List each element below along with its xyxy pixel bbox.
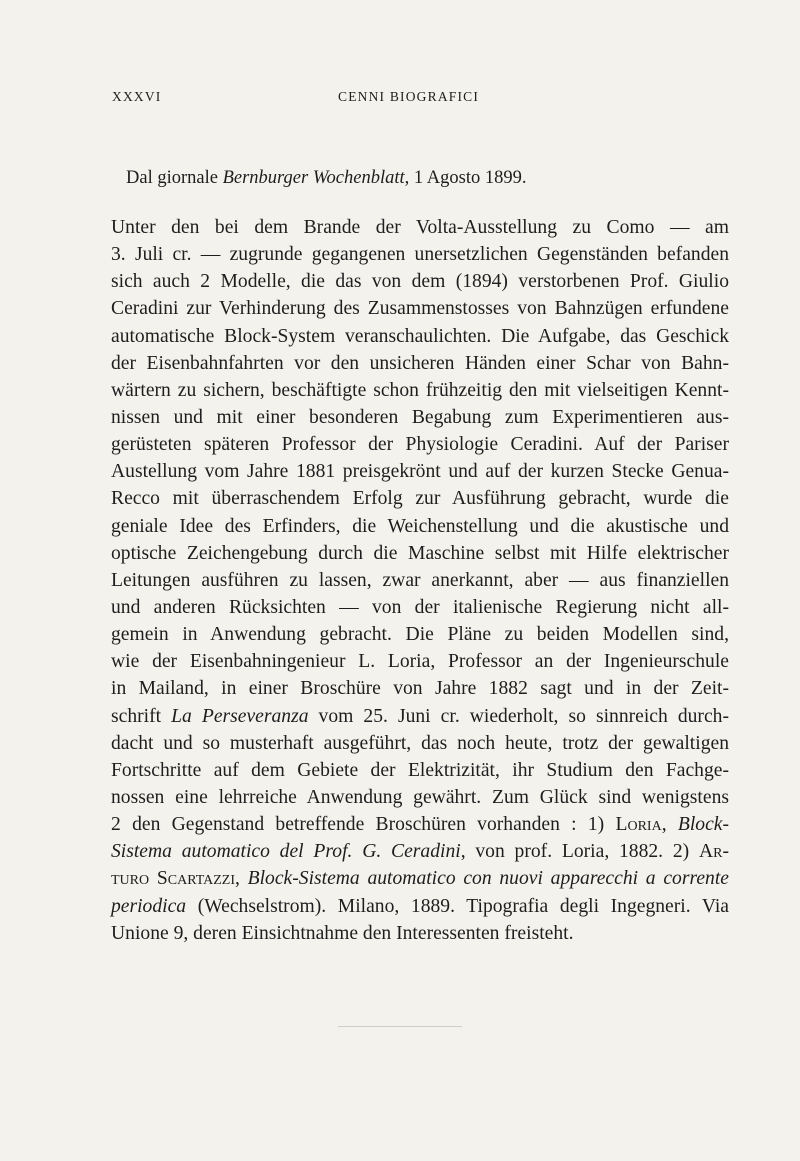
text-line — [111, 703, 729, 730]
text-run: , — [661, 814, 678, 836]
publication-title: periodica — [111, 895, 187, 917]
newspaper-title: Bernburger Wochenblatt — [222, 168, 405, 188]
closing-rule — [338, 1026, 462, 1027]
text-line: Recco mit überraschendem Erfolg zur Ausführung gebracht, wurde die — [111, 488, 729, 510]
text-line: geniale Idee des Erfinders, die Weichenstellung und die akustische und — [111, 515, 729, 537]
text-run: , von prof. Loria, 1882. 2) — [460, 841, 699, 863]
text-run: , — [235, 868, 248, 890]
text-line: Fortschritte auf dem Gebiete der Elektrizität, ihr Studium den Fachge- — [111, 759, 729, 781]
running-head — [112, 89, 730, 111]
text-run: (Wechselstrom). Milano, 1889. Tipografia degli Ingegneri. Via — [186, 895, 729, 917]
author-name: Loria — [615, 814, 662, 836]
text-line — [111, 838, 729, 865]
text-line — [111, 893, 729, 920]
text-line: 3. Juli cr. — zugrunde gegangenen unersetzlichen Gegenständen befanden — [111, 244, 729, 266]
page-number: XXXVI — [112, 89, 162, 104]
text-line: wärtern zu sichern, beschäftigte schon frühzeitig den mit vielseitigen Kennt- — [111, 379, 729, 401]
text-line: der Eisenbahnfahrten vor den unsicheren Händen einer Schar von Bahn- — [111, 352, 729, 374]
text-line: Unione 9, deren Einsichtnahme den Interessenten freisteht. — [111, 922, 574, 944]
text-run: vom 25. Juni cr. wiederholt, so sinnreich durch- — [308, 705, 729, 727]
text-line: nissen und mit einer besonderen Begabung zum Experimentieren aus- — [111, 406, 729, 428]
publication-title: Block- — [677, 814, 730, 836]
text-line: in Mailand, in einer Broschüre von Jahre 1882 sagt und in der Zeit- — [111, 678, 729, 700]
source-prefix: Dal giornale — [126, 168, 223, 188]
source-date: , 1 Agosto 1899. — [404, 168, 527, 188]
source-citation — [126, 166, 726, 190]
text-run: 2 den Gegenstand betreffende Broschüren vorhanden : 1) — [111, 814, 616, 836]
text-line: optische Zeichengebung durch die Maschine selbst mit Hilfe elektrischer — [111, 542, 729, 564]
text-line: Unter den bei dem Brande der Volta-Ausstellung zu Como — am — [111, 217, 729, 238]
text-line: gemein in Anwendung gebracht. Die Pläne zu beiden Modellen sind, — [111, 624, 729, 646]
author-name: turo Scartazzi — [111, 868, 235, 890]
text-line: Leitungen ausführen zu lassen, zwar anerkannt, aber — aus finanziellen — [111, 569, 729, 591]
text-line: automatische Block-System veranschaulichten. Die Aufgabe, das Geschick — [111, 325, 729, 347]
text-run: schrift — [111, 705, 172, 727]
author-name: Ar- — [698, 841, 729, 863]
text-line — [111, 811, 729, 838]
text-line: und anderen Rücksichten — von der italienische Regierung nicht all- — [111, 596, 729, 618]
journal-title: La Perseveranza — [171, 705, 309, 727]
text-line: nossen eine lehrreiche Anwendung gewährt. Zum Glück sind wenigstens — [111, 786, 729, 808]
text-line — [111, 865, 729, 892]
text-line: dacht und so musterhaft ausgeführt, das noch heute, trotz der gewaltigen — [111, 732, 729, 754]
text-line: gerüsteten späteren Professor der Physiologie Ceradini. Auf der Pariser — [111, 434, 729, 456]
publication-title: Block-Sistema automatico con nuovi apparecchi a corrente — [247, 868, 729, 890]
text-line: Austellung vom Jahre 1881 preisgekrönt und auf der kurzen Stecke Genua- — [111, 461, 729, 483]
running-title: CENNI BIOGRAFICI — [338, 89, 480, 104]
text-line: Ceradini zur Verhinderung des Zusammenstosses von Bahnzügen erfundene — [111, 298, 729, 320]
text-line: sich auch 2 Modelle, die das von dem (1894) verstorbenen Prof. Giulio — [111, 271, 729, 293]
article-body — [111, 214, 729, 947]
text-line: wie der Eisenbahningenieur L. Loria, Professor an der Ingenieurschule — [111, 651, 729, 673]
publication-title: Sistema automatico del Prof. G. Ceradini — [111, 841, 461, 863]
